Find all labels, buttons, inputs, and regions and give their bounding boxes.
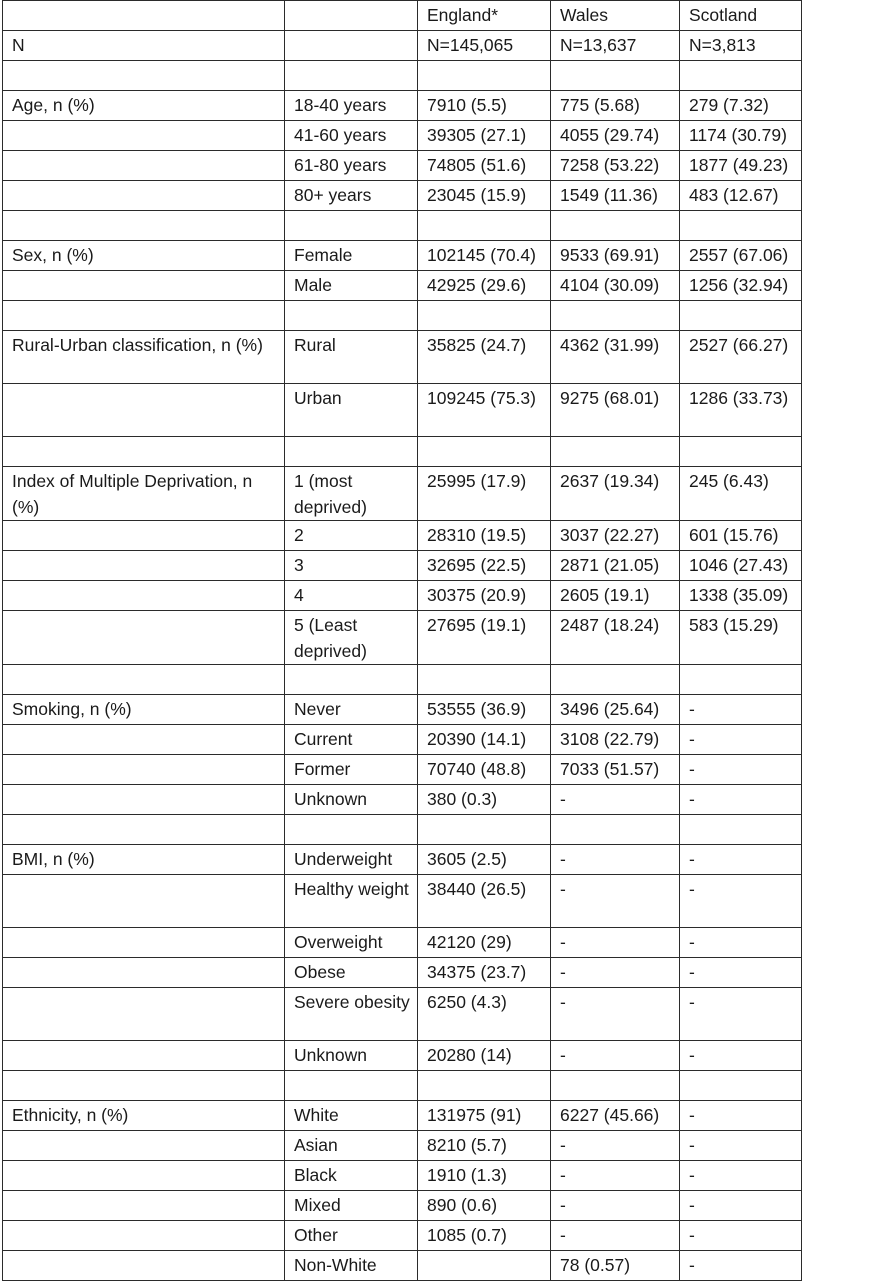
wales-value-cell: 4362 (31.99) [551, 331, 680, 384]
wales-value-cell: 2871 (21.05) [551, 551, 680, 581]
table-row [3, 31, 802, 61]
scotland-value-cell [680, 301, 802, 331]
table-row [3, 437, 802, 467]
scotland-value-cell [680, 437, 802, 467]
england-value-cell [418, 1071, 551, 1101]
england-value-cell: 131975 (91) [418, 1101, 551, 1131]
england-value-cell [418, 437, 551, 467]
wales-value-cell [551, 437, 680, 467]
england-value-cell: 39305 (27.1) [418, 121, 551, 151]
table-row [3, 928, 802, 958]
row-label-cell: Ethnicity, n (%) [3, 1101, 285, 1131]
row-category-cell: Asian [285, 1131, 418, 1161]
wales-value-cell: - [551, 875, 680, 928]
scotland-value-cell [680, 61, 802, 91]
scotland-value-cell: 279 (7.32) [680, 91, 802, 121]
row-category-cell: Healthy weight [285, 875, 418, 928]
row-label-cell [3, 301, 285, 331]
scotland-value-cell: 1256 (32.94) [680, 271, 802, 301]
row-category-cell: 3 [285, 551, 418, 581]
row-category-cell: Underweight [285, 845, 418, 875]
scotland-value-cell: - [680, 875, 802, 928]
england-value-cell [418, 815, 551, 845]
table-row [3, 958, 802, 988]
england-value-cell: 20390 (14.1) [418, 725, 551, 755]
row-label-cell [3, 1221, 285, 1251]
row-label-cell: N [3, 31, 285, 61]
table-row [3, 1101, 802, 1131]
england-value-cell: 890 (0.6) [418, 1191, 551, 1221]
row-label-cell [3, 181, 285, 211]
row-label-cell [3, 151, 285, 181]
england-value-cell: 42120 (29) [418, 928, 551, 958]
table-row [3, 384, 802, 437]
england-value-cell: N=145,065 [418, 31, 551, 61]
row-label-cell [3, 1161, 285, 1191]
row-label-cell [3, 1071, 285, 1101]
row-category-cell: 18-40 years [285, 91, 418, 121]
scotland-value-cell [680, 665, 802, 695]
row-label-cell [3, 1191, 285, 1221]
scotland-value-cell: - [680, 988, 802, 1041]
row-category-cell: 80+ years [285, 181, 418, 211]
row-label-cell: BMI, n (%) [3, 845, 285, 875]
row-label-cell [3, 1131, 285, 1161]
scotland-value-cell: - [680, 1191, 802, 1221]
scotland-value-cell: 583 (15.29) [680, 611, 802, 665]
england-value-cell: 32695 (22.5) [418, 551, 551, 581]
wales-value-cell: - [551, 988, 680, 1041]
row-category-cell: 1 (most deprived) [285, 467, 418, 521]
england-value-cell: 42925 (29.6) [418, 271, 551, 301]
row-category-cell: 61-80 years [285, 151, 418, 181]
table-row [3, 1071, 802, 1101]
row-category-cell [285, 665, 418, 695]
table-row [3, 988, 802, 1041]
row-label-cell: Sex, n (%) [3, 241, 285, 271]
scotland-value-cell: 245 (6.43) [680, 467, 802, 521]
wales-value-cell: 3037 (22.27) [551, 521, 680, 551]
scotland-value-cell: 1046 (27.43) [680, 551, 802, 581]
row-label-cell: Rural-Urban classification, n (%) [3, 331, 285, 384]
england-value-cell: 1910 (1.3) [418, 1161, 551, 1191]
england-value-cell: 70740 (48.8) [418, 755, 551, 785]
row-category-cell: 4 [285, 581, 418, 611]
wales-value-cell [551, 211, 680, 241]
scotland-value-cell: - [680, 755, 802, 785]
table-row [3, 467, 802, 521]
england-value-cell [418, 1251, 551, 1281]
table-row [3, 1041, 802, 1071]
scotland-value-cell: - [680, 1161, 802, 1191]
scotland-value-cell: - [680, 928, 802, 958]
wales-value-cell: - [551, 1221, 680, 1251]
row-label-cell [3, 815, 285, 845]
scotland-value-cell: - [680, 1101, 802, 1131]
row-label-cell [3, 928, 285, 958]
scotland-value-cell: 2557 (67.06) [680, 241, 802, 271]
england-value-cell: 53555 (36.9) [418, 695, 551, 725]
wales-value-cell: 1549 (11.36) [551, 181, 680, 211]
row-category-cell: Rural [285, 331, 418, 384]
row-category-cell: Mixed [285, 1191, 418, 1221]
table-row [3, 1191, 802, 1221]
england-value-cell: 8210 (5.7) [418, 1131, 551, 1161]
wales-value-cell: 2605 (19.1) [551, 581, 680, 611]
wales-value-cell: 4104 (30.09) [551, 271, 680, 301]
england-value-cell: 3605 (2.5) [418, 845, 551, 875]
table-row [3, 271, 802, 301]
table-row [3, 331, 802, 384]
row-category-cell: Urban [285, 384, 418, 437]
wales-value-cell: 775 (5.68) [551, 91, 680, 121]
england-value-cell [418, 301, 551, 331]
row-label-cell [3, 551, 285, 581]
england-value-cell: 1085 (0.7) [418, 1221, 551, 1251]
row-label-cell [3, 581, 285, 611]
wales-value-cell: - [551, 1131, 680, 1161]
row-category-cell [285, 211, 418, 241]
wales-value-cell: 2487 (18.24) [551, 611, 680, 665]
scotland-value-cell: - [680, 725, 802, 755]
header-blank-cell [285, 1, 418, 31]
scotland-value-cell: 2527 (66.27) [680, 331, 802, 384]
row-label-cell [3, 611, 285, 665]
scotland-value-cell: - [680, 1221, 802, 1251]
wales-value-cell: - [551, 1161, 680, 1191]
table-row [3, 665, 802, 695]
table-row [3, 301, 802, 331]
england-value-cell [418, 665, 551, 695]
table-row [3, 521, 802, 551]
wales-value-cell: - [551, 1191, 680, 1221]
england-value-cell: 23045 (15.9) [418, 181, 551, 211]
row-category-cell: Non-White [285, 1251, 418, 1281]
table-row [3, 151, 802, 181]
row-label-cell: Smoking, n (%) [3, 695, 285, 725]
wales-value-cell: 7033 (51.57) [551, 755, 680, 785]
row-label-cell [3, 61, 285, 91]
scotland-value-cell: - [680, 695, 802, 725]
row-category-cell: Unknown [285, 1041, 418, 1071]
row-category-cell: 41-60 years [285, 121, 418, 151]
row-category-cell: Male [285, 271, 418, 301]
table-body [3, 1, 802, 1281]
table-row [3, 1131, 802, 1161]
row-label-cell [3, 1251, 285, 1281]
row-category-cell [285, 1071, 418, 1101]
wales-value-cell [551, 301, 680, 331]
england-value-cell: 20280 (14) [418, 1041, 551, 1071]
table-row [3, 551, 802, 581]
header-england: England* [418, 1, 551, 31]
table-row [3, 581, 802, 611]
england-value-cell: 6250 (4.3) [418, 988, 551, 1041]
row-category-cell: Former [285, 755, 418, 785]
table-row [3, 695, 802, 725]
row-label-cell [3, 755, 285, 785]
wales-value-cell: 4055 (29.74) [551, 121, 680, 151]
england-value-cell [418, 211, 551, 241]
row-label-cell [3, 725, 285, 755]
england-value-cell: 28310 (19.5) [418, 521, 551, 551]
scotland-value-cell [680, 211, 802, 241]
row-category-cell: Current [285, 725, 418, 755]
row-label-cell: Age, n (%) [3, 91, 285, 121]
row-category-cell: Other [285, 1221, 418, 1251]
row-label-cell [3, 875, 285, 928]
row-label-cell [3, 437, 285, 467]
table-row [3, 785, 802, 815]
scotland-value-cell [680, 1071, 802, 1101]
header-scotland: Scotland [680, 1, 802, 31]
row-category-cell: Black [285, 1161, 418, 1191]
scotland-value-cell: - [680, 1251, 802, 1281]
row-label-cell [3, 785, 285, 815]
england-value-cell: 380 (0.3) [418, 785, 551, 815]
table-row [3, 121, 802, 151]
wales-value-cell: - [551, 928, 680, 958]
wales-value-cell: - [551, 785, 680, 815]
row-label-cell [3, 958, 285, 988]
header-blank-cell [3, 1, 285, 31]
table-row [3, 211, 802, 241]
wales-value-cell: 2637 (19.34) [551, 467, 680, 521]
table-row [3, 725, 802, 755]
table-row [3, 1221, 802, 1251]
table-row [3, 1161, 802, 1191]
table-row [3, 181, 802, 211]
table-row [3, 91, 802, 121]
table-row [3, 845, 802, 875]
scotland-value-cell [680, 815, 802, 845]
england-value-cell: 34375 (23.7) [418, 958, 551, 988]
wales-value-cell [551, 1071, 680, 1101]
wales-value-cell: 7258 (53.22) [551, 151, 680, 181]
wales-value-cell: - [551, 1041, 680, 1071]
scotland-value-cell: 601 (15.76) [680, 521, 802, 551]
row-category-cell: White [285, 1101, 418, 1131]
wales-value-cell: - [551, 845, 680, 875]
row-category-cell [285, 437, 418, 467]
scotland-value-cell: 483 (12.67) [680, 181, 802, 211]
row-label-cell [3, 121, 285, 151]
row-category-cell [285, 301, 418, 331]
wales-value-cell: - [551, 958, 680, 988]
england-value-cell: 35825 (24.7) [418, 331, 551, 384]
wales-value-cell: 9275 (68.01) [551, 384, 680, 437]
england-value-cell: 102145 (70.4) [418, 241, 551, 271]
table-header-row [3, 1, 802, 31]
england-value-cell [418, 61, 551, 91]
scotland-value-cell: 1877 (49.23) [680, 151, 802, 181]
england-value-cell: 30375 (20.9) [418, 581, 551, 611]
wales-value-cell [551, 61, 680, 91]
scotland-value-cell: - [680, 845, 802, 875]
table-row [3, 815, 802, 845]
row-category-cell: Never [285, 695, 418, 725]
row-label-cell [3, 1041, 285, 1071]
row-category-cell [285, 61, 418, 91]
row-label-cell [3, 521, 285, 551]
wales-value-cell [551, 815, 680, 845]
england-value-cell: 27695 (19.1) [418, 611, 551, 665]
england-value-cell: 25995 (17.9) [418, 467, 551, 521]
demographics-table [2, 0, 802, 1281]
england-value-cell: 7910 (5.5) [418, 91, 551, 121]
row-category-cell: 2 [285, 521, 418, 551]
scotland-value-cell: - [680, 958, 802, 988]
header-wales: Wales [551, 1, 680, 31]
row-label-cell [3, 384, 285, 437]
scotland-value-cell: 1286 (33.73) [680, 384, 802, 437]
england-value-cell: 74805 (51.6) [418, 151, 551, 181]
scotland-value-cell: N=3,813 [680, 31, 802, 61]
scotland-value-cell: - [680, 1041, 802, 1071]
row-label-cell [3, 665, 285, 695]
table-row [3, 241, 802, 271]
scotland-value-cell: 1338 (35.09) [680, 581, 802, 611]
wales-value-cell: 9533 (69.91) [551, 241, 680, 271]
table-row [3, 611, 802, 665]
row-label-cell [3, 988, 285, 1041]
row-category-cell: 5 (Least deprived) [285, 611, 418, 665]
table-row [3, 875, 802, 928]
wales-value-cell: 3496 (25.64) [551, 695, 680, 725]
england-value-cell: 38440 (26.5) [418, 875, 551, 928]
table-row [3, 1251, 802, 1281]
row-label-cell [3, 211, 285, 241]
row-label-cell [3, 271, 285, 301]
scotland-value-cell: - [680, 785, 802, 815]
scotland-value-cell: - [680, 1131, 802, 1161]
table-row [3, 61, 802, 91]
row-category-cell: Overweight [285, 928, 418, 958]
wales-value-cell: 78 (0.57) [551, 1251, 680, 1281]
row-label-cell: Index of Multiple Deprivation, n (%) [3, 467, 285, 521]
wales-value-cell [551, 665, 680, 695]
scotland-value-cell: 1174 (30.79) [680, 121, 802, 151]
wales-value-cell: N=13,637 [551, 31, 680, 61]
england-value-cell: 109245 (75.3) [418, 384, 551, 437]
row-category-cell [285, 815, 418, 845]
row-category-cell: Severe obesity [285, 988, 418, 1041]
wales-value-cell: 6227 (45.66) [551, 1101, 680, 1131]
row-category-cell: Female [285, 241, 418, 271]
wales-value-cell: 3108 (22.79) [551, 725, 680, 755]
table-row [3, 755, 802, 785]
row-category-cell [285, 31, 418, 61]
row-category-cell: Obese [285, 958, 418, 988]
row-category-cell: Unknown [285, 785, 418, 815]
